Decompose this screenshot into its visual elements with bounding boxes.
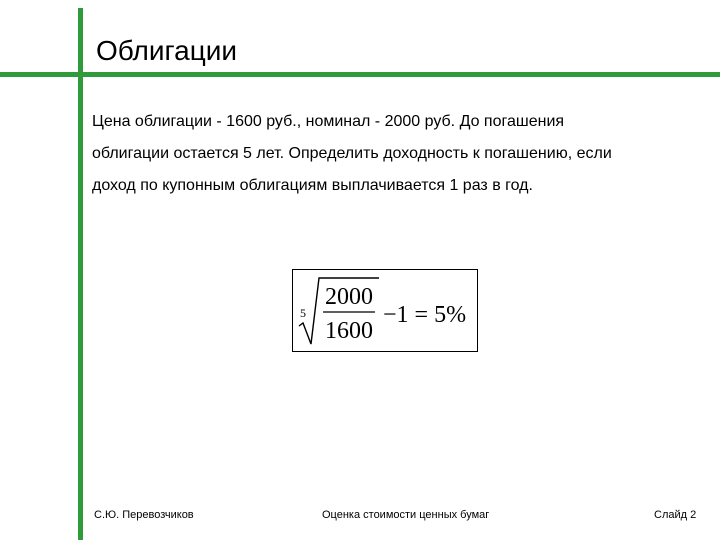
footer-author: С.Ю. Перевозчиков xyxy=(94,509,194,521)
formula-result: −1 = 5% xyxy=(383,302,467,328)
problem-text-line-3: доход по купонным облигациям выплачивается 1 раз в год. xyxy=(92,177,533,194)
root-index: 5 xyxy=(300,306,306,320)
formula-graphic xyxy=(293,270,477,351)
footer-slide-number: Слайд 2 xyxy=(654,509,697,521)
fraction-denominator: 1600 xyxy=(325,318,373,344)
problem-text xyxy=(92,106,692,202)
horizontal-accent-line xyxy=(0,72,720,77)
slide-title: Облигации xyxy=(96,35,238,66)
problem-text-line-1: Цена облигации - 1600 руб., номинал - 2000 руб. До погашения xyxy=(92,113,565,130)
problem-text-line-2: облигации остается 5 лет. Определить доходность к погашению, если xyxy=(92,145,612,162)
fraction-numerator: 2000 xyxy=(325,284,373,310)
vertical-accent-line xyxy=(78,8,83,540)
footer-course-title: Оценка стоимости ценных бумаг xyxy=(322,509,490,521)
formula-box xyxy=(292,269,478,352)
